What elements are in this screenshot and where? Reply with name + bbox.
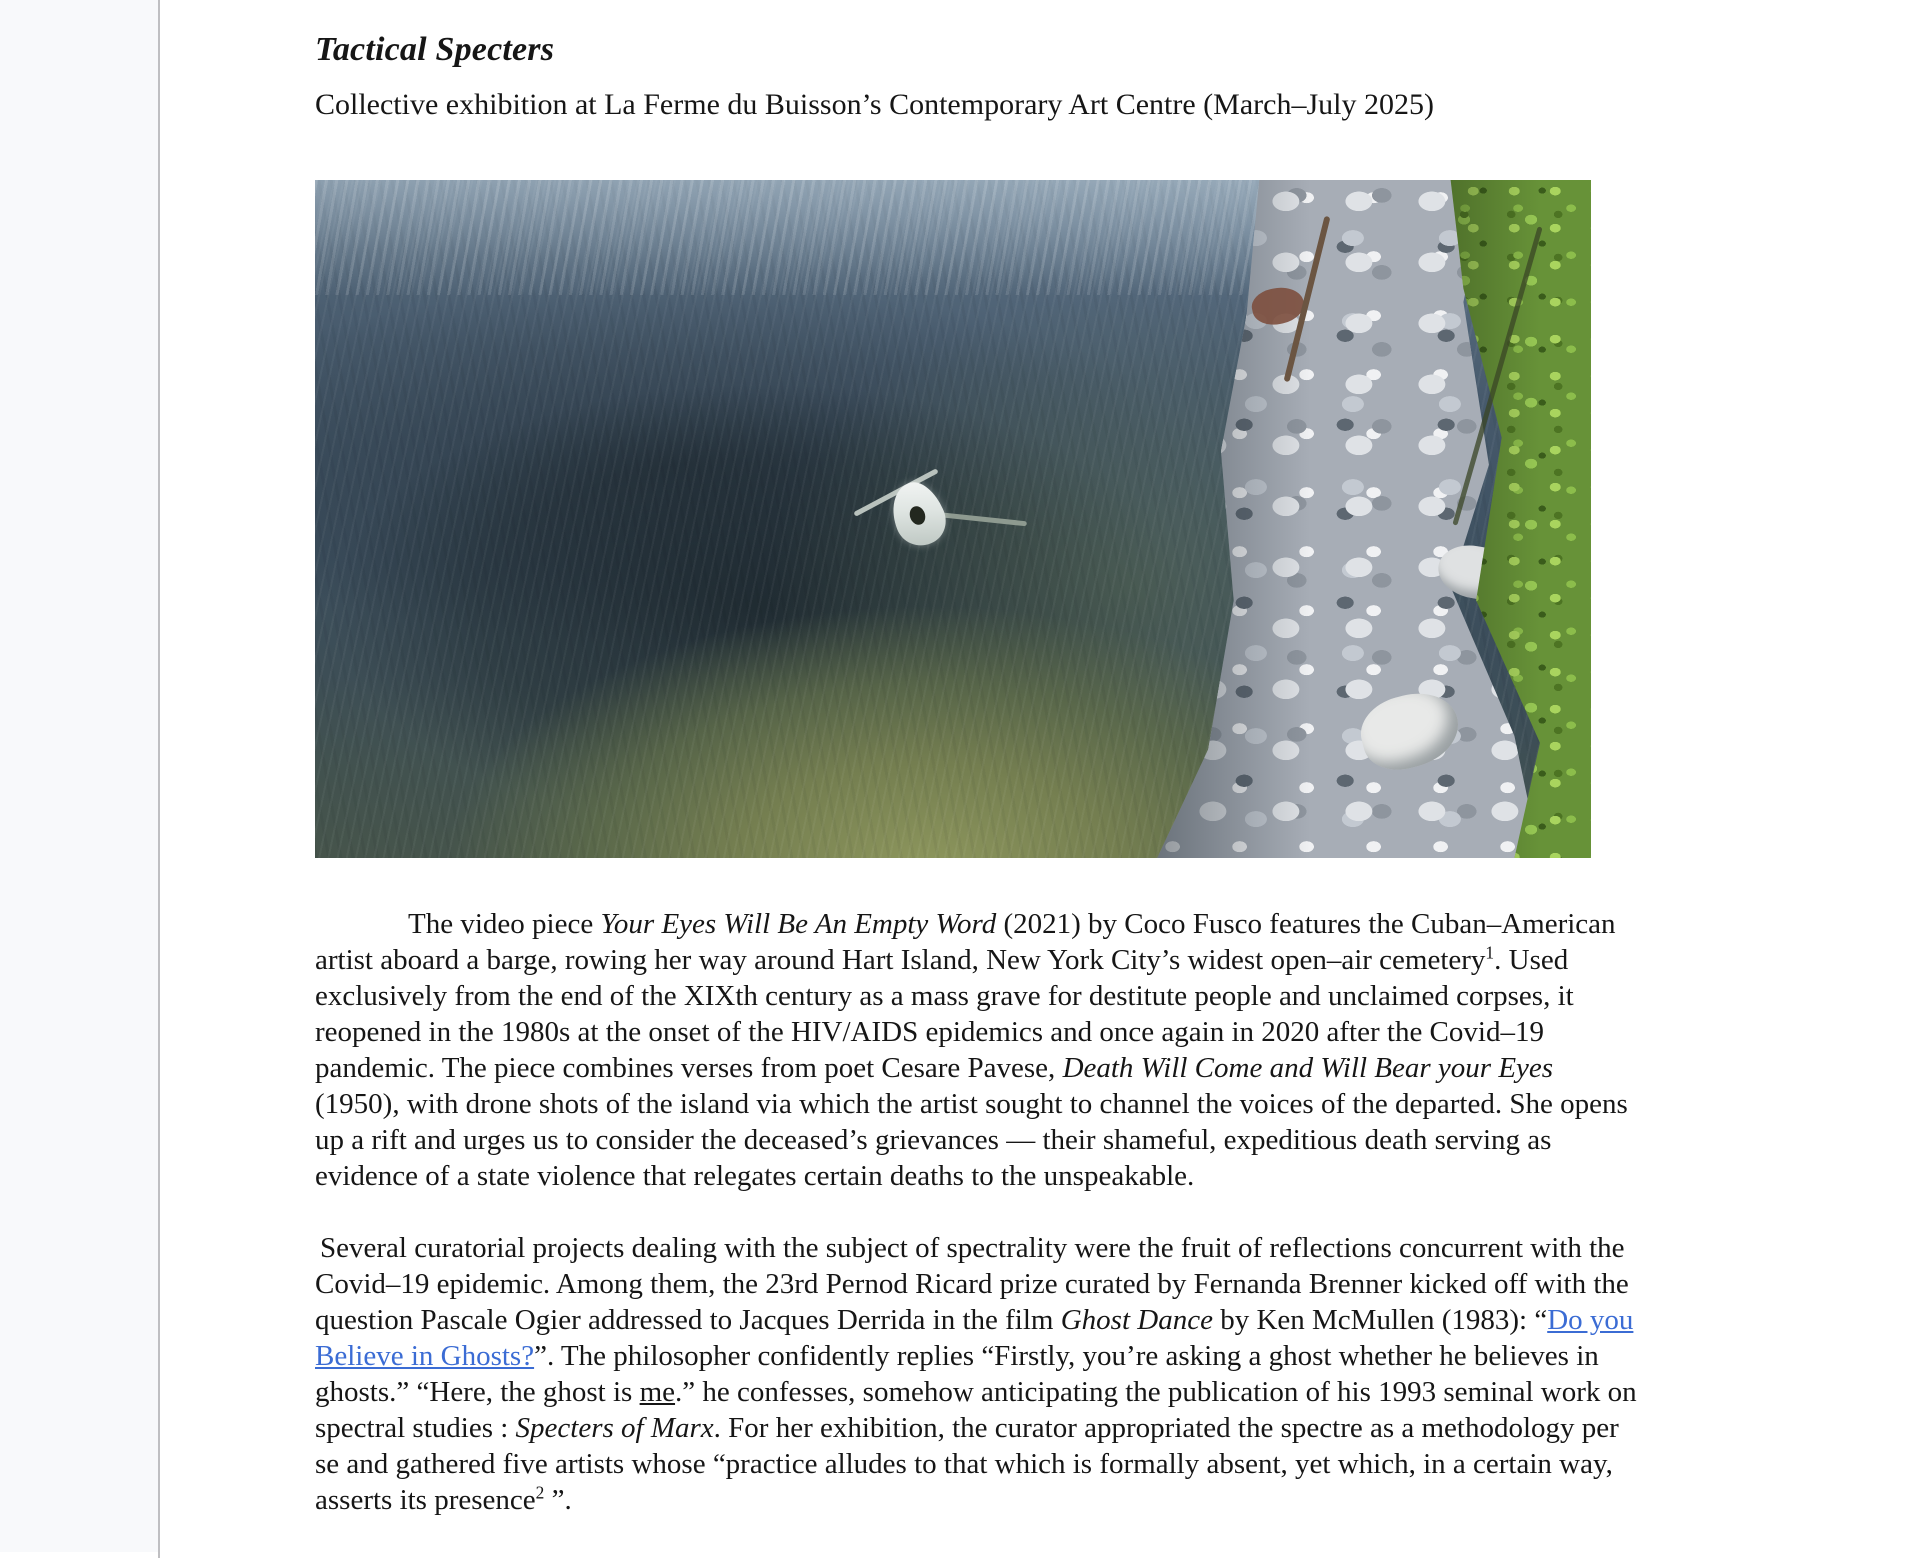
footnote-reference: 2 — [535, 1482, 545, 1503]
text-segment: . For her exhibition, the curator appropriated the spectre as a methodology per se and gathered five artists whose “practice alludes to that which is formally absent, yet which, in a certain way, asserts its presence — [315, 1412, 1619, 1516]
text-segment: Ghost Dance — [1060, 1304, 1213, 1336]
text-segment: me — [639, 1376, 676, 1408]
page-gutter — [0, 0, 158, 1552]
paragraph-1[interactable] — [315, 906, 1641, 1194]
photo-rowboat — [855, 470, 1065, 570]
text-segment: .” he confesses, somehow anticipating the publication of his 1993 seminal work on spectral studies : — [315, 1376, 1637, 1444]
text-segment: Specters of Marx — [515, 1412, 714, 1444]
text-segment: Death Will Come and Will Bear your Eyes — [1062, 1052, 1554, 1084]
inline-photo-aerial-boat[interactable] — [315, 180, 1591, 858]
text-segment: (2021) by Coco Fusco features the Cuban–American artist aboard a barge, rowing her way around Hart Island, New York City’s widest open–air cemetery — [315, 908, 1616, 976]
text-segment: ”. The philosopher confidently replies “Firstly, you’re asking a ghost whether he believes in ghosts.” “Here, the ghost is — [315, 1340, 1599, 1408]
paragraph-2[interactable] — [315, 1230, 1641, 1518]
document-subtitle[interactable]: Collective exhibition at La Ferme du Buisson’s Contemporary Art Centre (March–July 2025) — [315, 88, 1434, 121]
text-segment: Your Eyes Will Be An Empty Word — [600, 908, 997, 940]
page-edge-line — [158, 0, 160, 1558]
text-segment: by Ken McMullen (1983): “ — [1212, 1304, 1548, 1336]
text-segment: . Used exclusively from the end of the XIXth century as a mass grave for destitute people and unclaimed corpses, it reopened in the 1980s at the onset of the HIV/AIDS epidemics and once again in 2020 after the Covid–19 pandemic. The piece combines verses from poet Cesare Pavese, — [315, 944, 1574, 1084]
document-body[interactable] — [315, 0, 1641, 1518]
footnote-reference: 1 — [1485, 942, 1495, 963]
text-segment: The video piece — [408, 908, 601, 940]
text-segment: ”. — [544, 1484, 572, 1516]
text-segment: (1950), with drone shots of the island via which the artist sought to channel the voices of the departed. She opens up a rift and urges us to consider the deceased’s grievances — their shameful, expeditious death serving as evidence of a state violence that relegates certain deaths to the unspeakable. — [315, 1088, 1628, 1192]
ghosts-question-link[interactable]: Do you Believe in Ghosts? — [315, 1304, 1634, 1372]
text-segment: Several curatorial projects dealing with the subject of spectrality were the fruit of reflections concurrent with the Covid–19 epidemic. Among them, the 23rd Pernod Ricard prize curated by Fernanda Brenner kicked off with the question Pascale Ogier addressed to Jacques Derrida in the film — [315, 1232, 1629, 1336]
document-title[interactable]: Tactical Specters — [315, 31, 555, 68]
